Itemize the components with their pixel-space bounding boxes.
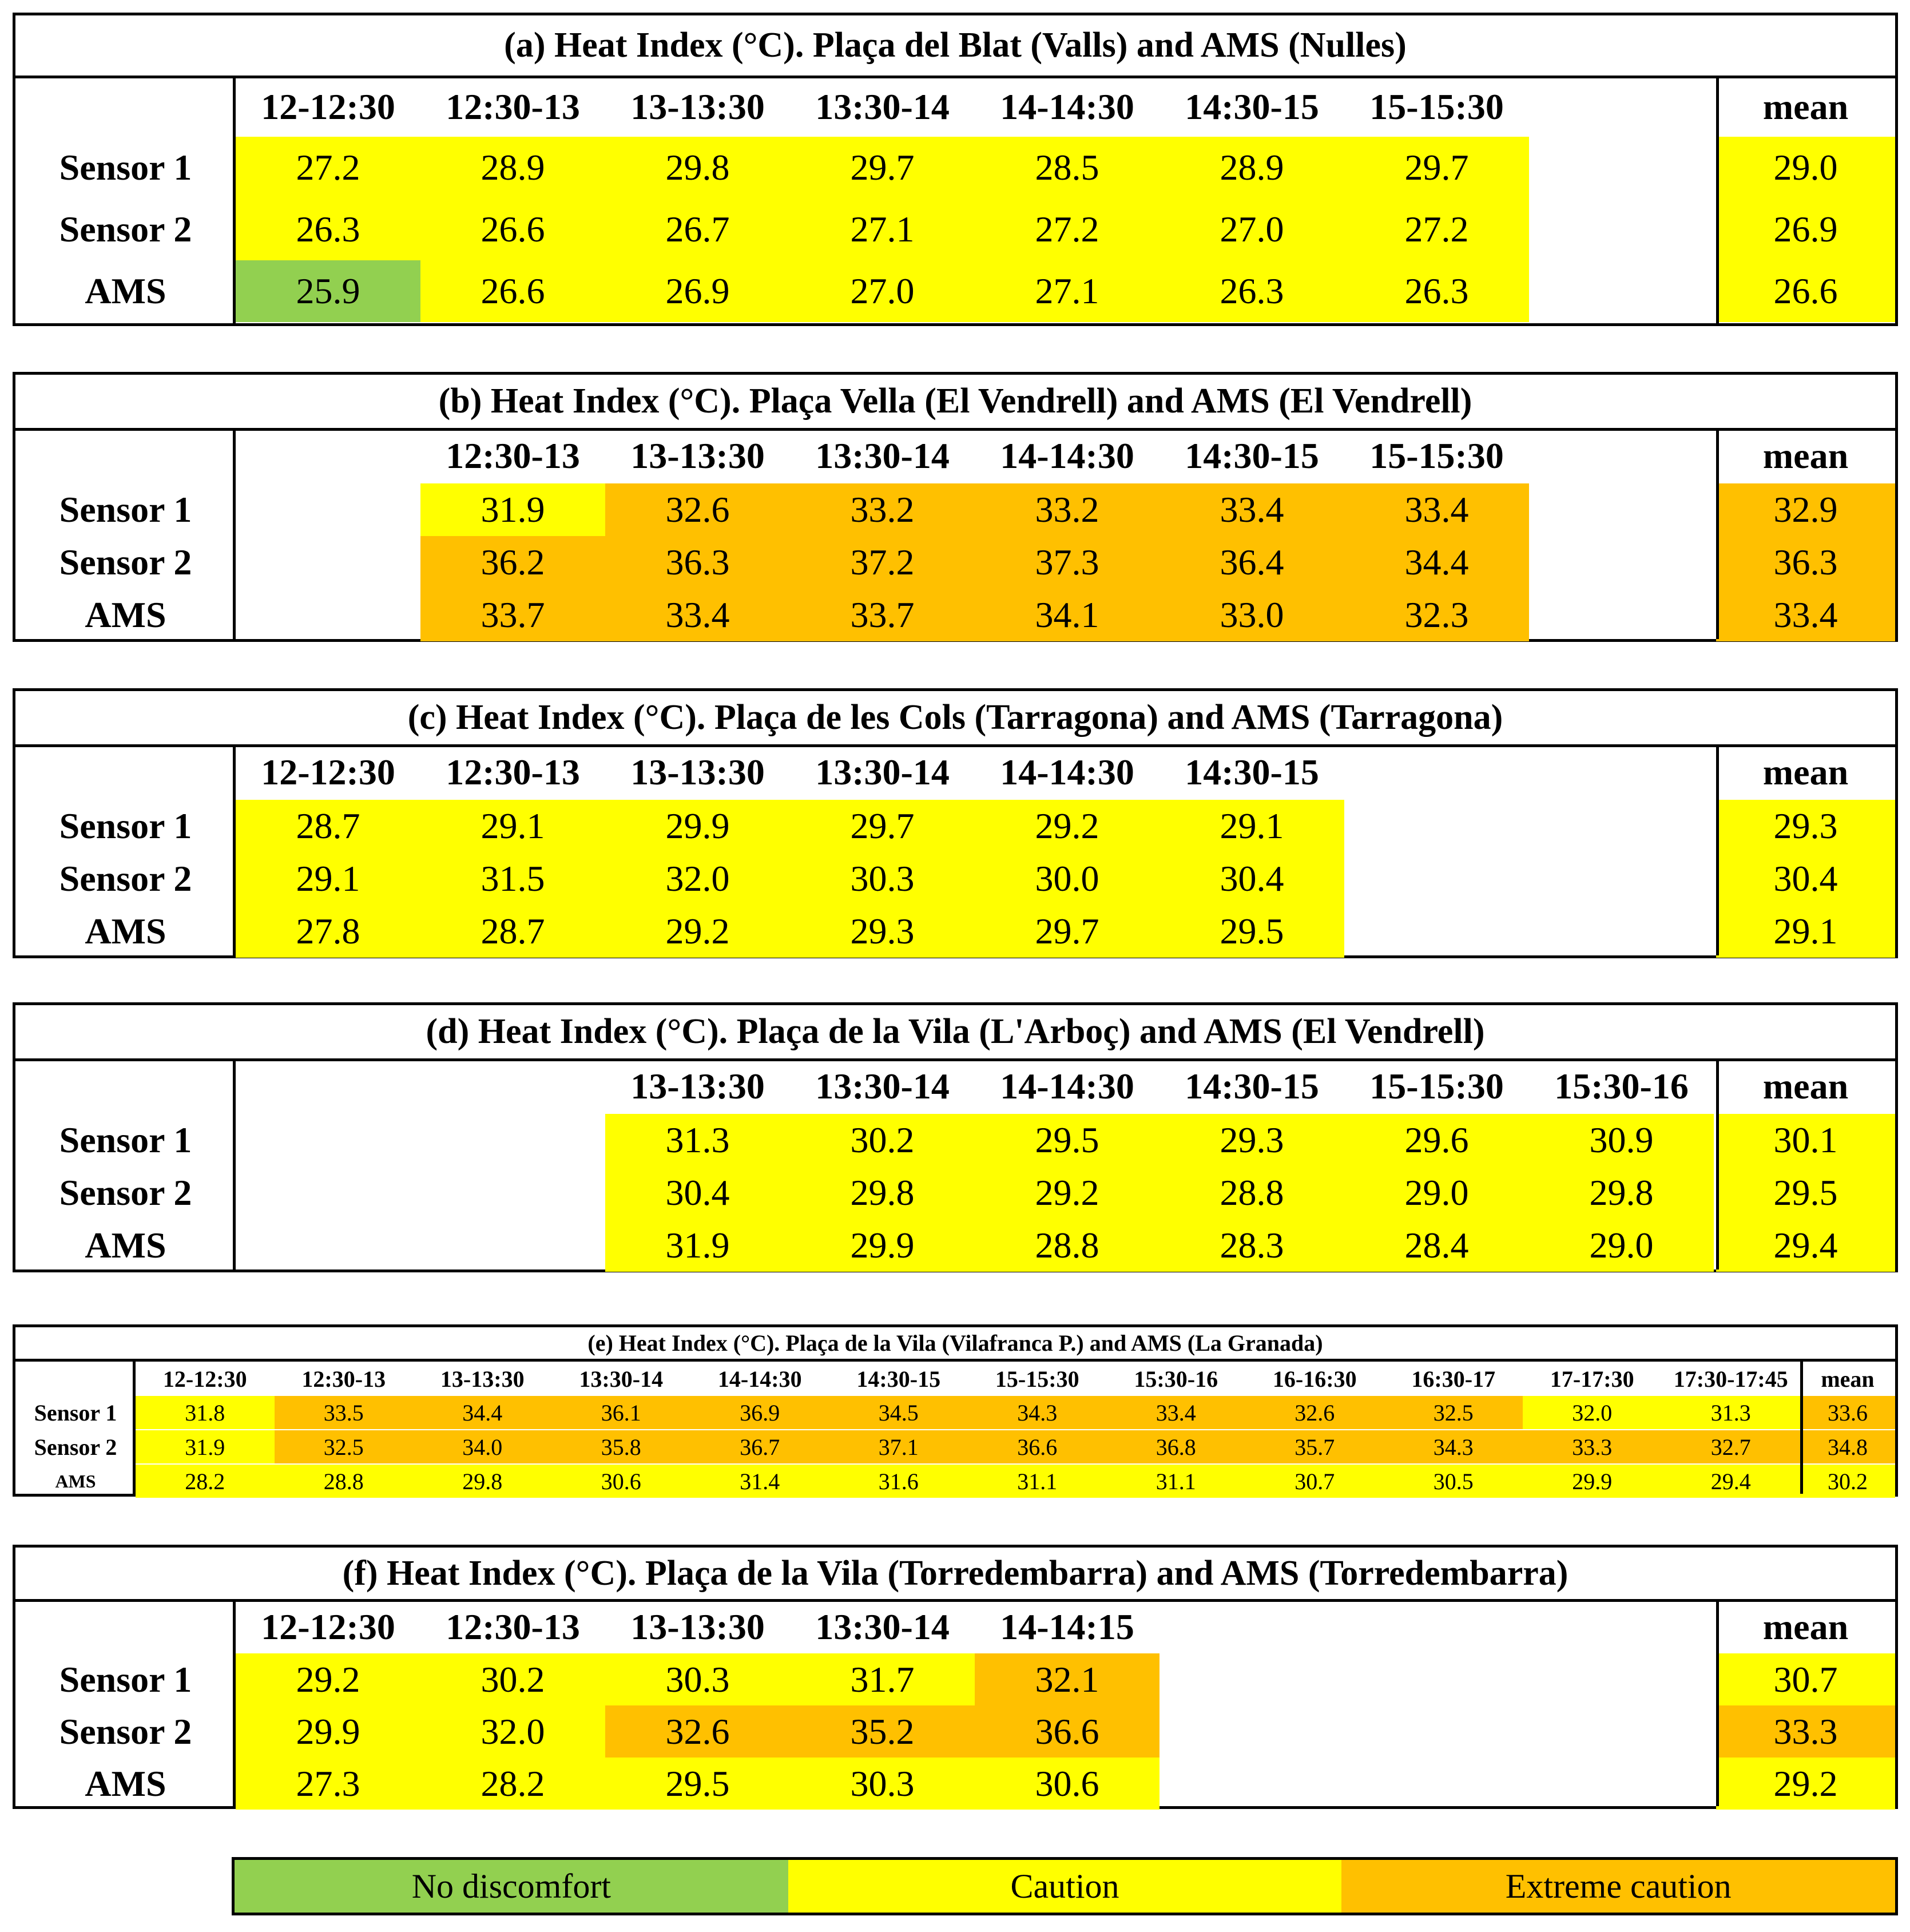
value-cell: 34.3 xyxy=(1384,1430,1523,1463)
value-cell: 27.2 xyxy=(236,137,420,199)
period-header: 12-12:30 xyxy=(261,1606,395,1647)
mean-cell: 34.8 xyxy=(1800,1430,1895,1463)
period-header: 15-15:30 xyxy=(1369,1066,1504,1106)
mean-cell: 29.1 xyxy=(1716,905,1895,958)
period-header: 12:30-13 xyxy=(446,1606,580,1647)
mean-cell: 33.6 xyxy=(1800,1396,1895,1429)
value-cell: 36.2 xyxy=(420,536,605,589)
value-cell: 33.2 xyxy=(975,483,1159,536)
mean-cell: 30.1 xyxy=(1716,1114,1895,1167)
panel-title: (a) Heat Index (°C). Plaça del Blat (Valls) and AMS (Nulles) xyxy=(15,15,1895,78)
mean-cell: 29.5 xyxy=(1716,1167,1895,1219)
value-cell: 30.3 xyxy=(605,1653,790,1705)
value-cell: 34.4 xyxy=(1344,536,1529,589)
row-label: Sensor 1 xyxy=(59,147,192,188)
value-cell: 26.3 xyxy=(1344,260,1529,322)
period-header: 13:30-14 xyxy=(815,1606,950,1647)
panel-title: (e) Heat Index (°C). Plaça de la Vila (Vilafranca P.) and AMS (La Granada) xyxy=(15,1327,1895,1362)
period-header: 14-14:30 xyxy=(717,1366,802,1392)
row-label: Sensor 2 xyxy=(59,858,192,899)
panel-title: (d) Heat Index (°C). Plaça de la Vila (L'Arboç) and AMS (El Vendrell) xyxy=(15,1005,1895,1061)
row-label: AMS xyxy=(55,1470,96,1491)
value-cell: 36.6 xyxy=(975,1705,1159,1758)
value-cell: 28.7 xyxy=(236,800,420,852)
value-cell: 37.3 xyxy=(975,536,1159,589)
value-cell: 30.5 xyxy=(1384,1465,1523,1498)
value-cell: 29.9 xyxy=(790,1219,975,1272)
panel-title: (b) Heat Index (°C). Plaça Vella (El Vendrell) and AMS (El Vendrell) xyxy=(15,375,1895,431)
value-cell: 32.1 xyxy=(975,1653,1159,1705)
value-cell: 26.9 xyxy=(605,260,790,322)
value-cell: 31.3 xyxy=(605,1114,790,1167)
value-cell: 26.3 xyxy=(236,199,420,260)
period-header: 15-15:30 xyxy=(995,1366,1079,1392)
value-cell: 29.7 xyxy=(790,137,975,199)
row-label: AMS xyxy=(85,271,166,311)
mean-cell: 26.6 xyxy=(1716,260,1895,322)
value-cell: 36.8 xyxy=(1107,1430,1246,1463)
value-cell: 29.4 xyxy=(1662,1465,1801,1498)
mean-cell: 30.2 xyxy=(1800,1465,1895,1498)
period-header: 12:30-13 xyxy=(446,86,580,127)
value-cell: 28.2 xyxy=(420,1758,605,1810)
row-label: Sensor 2 xyxy=(59,1172,192,1213)
value-cell: 31.1 xyxy=(1107,1465,1246,1498)
period-header: 15:30-16 xyxy=(1554,1066,1689,1106)
value-cell: 28.9 xyxy=(1159,137,1344,199)
value-cell: 34.5 xyxy=(829,1396,968,1429)
value-cell: 28.2 xyxy=(136,1465,275,1498)
value-cell: 31.6 xyxy=(829,1465,968,1498)
period-header: 14:30-15 xyxy=(1185,752,1319,792)
value-cell: 29.6 xyxy=(1344,1114,1529,1167)
mean-header: mean xyxy=(1821,1366,1875,1392)
value-cell: 30.2 xyxy=(420,1653,605,1705)
legend-extreme-caution: Extreme caution xyxy=(1341,1860,1895,1913)
value-cell: 29.7 xyxy=(975,905,1159,958)
row-label: Sensor 2 xyxy=(59,542,192,582)
mean-cell: 29.3 xyxy=(1716,800,1895,852)
value-cell: 33.7 xyxy=(790,589,975,641)
value-cell: 29.5 xyxy=(605,1758,790,1810)
value-cell: 26.3 xyxy=(1159,260,1344,322)
value-cell: 28.8 xyxy=(975,1219,1159,1272)
value-cell: 29.8 xyxy=(790,1167,975,1219)
value-cell: 32.0 xyxy=(1523,1396,1662,1429)
mean-cell: 30.7 xyxy=(1716,1653,1895,1705)
value-cell: 29.7 xyxy=(1344,137,1529,199)
value-cell: 27.0 xyxy=(1159,199,1344,260)
value-cell: 33.4 xyxy=(1107,1396,1246,1429)
period-header: 13:30-14 xyxy=(579,1366,664,1392)
legend xyxy=(232,1857,1898,1915)
period-header: 15:30-16 xyxy=(1134,1366,1218,1392)
value-cell: 29.3 xyxy=(790,905,975,958)
period-header: 13-13:30 xyxy=(630,435,765,476)
panel-title: (c) Heat Index (°C). Plaça de les Cols (Tarragona) and AMS (Tarragona) xyxy=(15,691,1895,747)
value-cell: 26.6 xyxy=(420,260,605,322)
value-cell: 32.6 xyxy=(1245,1396,1384,1429)
value-cell: 28.9 xyxy=(420,137,605,199)
mean-header: mean xyxy=(1762,1066,1849,1106)
panel-title: (f) Heat Index (°C). Plaça de la Vila (Torredembarra) and AMS (Torredembarra) xyxy=(15,1548,1895,1602)
row-label: Sensor 1 xyxy=(59,489,192,530)
row-label: AMS xyxy=(85,594,166,635)
period-header: 14:30-15 xyxy=(1185,435,1319,476)
value-cell: 33.0 xyxy=(1159,589,1344,641)
value-cell: 32.0 xyxy=(605,852,790,905)
value-cell: 36.7 xyxy=(690,1430,829,1463)
period-header: 12:30-13 xyxy=(446,435,580,476)
value-cell: 29.2 xyxy=(605,905,790,958)
period-header: 15-15:30 xyxy=(1369,435,1504,476)
value-cell: 35.2 xyxy=(790,1705,975,1758)
value-cell: 30.3 xyxy=(790,1758,975,1810)
row-label: Sensor 2 xyxy=(59,209,192,249)
value-cell: 30.7 xyxy=(1245,1465,1384,1498)
mean-cell: 36.3 xyxy=(1716,536,1895,589)
value-cell: 36.1 xyxy=(552,1396,691,1429)
period-header: 12-12:30 xyxy=(162,1366,247,1392)
period-header: 13-13:30 xyxy=(630,1066,765,1106)
mean-header: mean xyxy=(1762,1606,1849,1647)
row-label: Sensor 1 xyxy=(34,1399,117,1426)
value-cell: 33.7 xyxy=(420,589,605,641)
period-header: 14:30-15 xyxy=(856,1366,941,1392)
value-cell: 29.9 xyxy=(1523,1465,1662,1498)
value-cell: 29.9 xyxy=(605,800,790,852)
row-label: Sensor 1 xyxy=(59,1120,192,1160)
period-header: 13-13:30 xyxy=(630,86,765,127)
value-cell: 30.4 xyxy=(605,1167,790,1219)
value-cell: 25.9 xyxy=(236,260,420,322)
period-header: 13:30-14 xyxy=(815,435,950,476)
value-cell: 30.9 xyxy=(1529,1114,1714,1167)
row-label: Sensor 2 xyxy=(34,1434,117,1460)
value-cell: 36.4 xyxy=(1159,536,1344,589)
value-cell: 32.6 xyxy=(605,483,790,536)
period-header: 13-13:30 xyxy=(440,1366,525,1392)
period-header: 12:30-13 xyxy=(446,752,580,792)
period-header: 14-14:30 xyxy=(1000,86,1134,127)
panel-e xyxy=(13,1324,1898,1497)
value-cell: 34.0 xyxy=(413,1430,552,1463)
legend-no-discomfort: No discomfort xyxy=(235,1860,788,1913)
value-cell: 28.7 xyxy=(420,905,605,958)
value-cell: 29.8 xyxy=(413,1465,552,1498)
period-header: 16-16:30 xyxy=(1272,1366,1357,1392)
value-cell: 29.1 xyxy=(420,800,605,852)
value-cell: 29.0 xyxy=(1529,1219,1714,1272)
value-cell: 27.1 xyxy=(975,260,1159,322)
value-cell: 29.0 xyxy=(1344,1167,1529,1219)
value-cell: 30.6 xyxy=(975,1758,1159,1810)
value-cell: 30.2 xyxy=(790,1114,975,1167)
mean-cell: 33.4 xyxy=(1716,589,1895,641)
row-label: AMS xyxy=(85,1225,166,1265)
mean-cell: 29.0 xyxy=(1716,137,1895,199)
value-cell: 33.2 xyxy=(790,483,975,536)
period-header: 12-12:30 xyxy=(261,752,395,792)
value-cell: 31.8 xyxy=(136,1396,275,1429)
value-cell: 35.7 xyxy=(1245,1430,1384,1463)
value-cell: 32.6 xyxy=(605,1705,790,1758)
value-cell: 32.7 xyxy=(1662,1430,1801,1463)
value-cell: 31.9 xyxy=(420,483,605,536)
period-header: 13:30-14 xyxy=(815,1066,950,1106)
value-cell: 31.7 xyxy=(790,1653,975,1705)
value-cell: 32.3 xyxy=(1344,589,1529,641)
value-cell: 28.3 xyxy=(1159,1219,1344,1272)
period-header: 12-12:30 xyxy=(261,86,395,127)
value-cell: 32.5 xyxy=(1384,1396,1523,1429)
mean-header: mean xyxy=(1762,86,1849,127)
value-cell: 27.3 xyxy=(236,1758,420,1810)
value-cell: 30.4 xyxy=(1159,852,1344,905)
mean-header: mean xyxy=(1762,435,1849,476)
value-cell: 29.5 xyxy=(1159,905,1344,958)
value-cell: 31.9 xyxy=(605,1219,790,1272)
panel-c xyxy=(13,688,1898,958)
legend-caution: Caution xyxy=(788,1860,1342,1913)
value-cell: 30.0 xyxy=(975,852,1159,905)
period-header: 12:30-13 xyxy=(301,1366,386,1392)
row-label: Sensor 1 xyxy=(59,806,192,846)
value-cell: 28.4 xyxy=(1344,1219,1529,1272)
period-header: 13:30-14 xyxy=(815,752,950,792)
value-cell: 32.5 xyxy=(275,1430,414,1463)
value-cell: 27.0 xyxy=(790,260,975,322)
value-cell: 30.6 xyxy=(552,1465,691,1498)
value-cell: 28.8 xyxy=(275,1465,414,1498)
row-label: AMS xyxy=(85,1763,166,1804)
value-cell: 28.5 xyxy=(975,137,1159,199)
value-cell: 29.2 xyxy=(236,1653,420,1705)
value-cell: 29.9 xyxy=(236,1705,420,1758)
value-cell: 29.7 xyxy=(790,800,975,852)
panel-a xyxy=(13,13,1898,326)
value-cell: 34.4 xyxy=(413,1396,552,1429)
value-cell: 27.2 xyxy=(975,199,1159,260)
period-header: 13-13:30 xyxy=(630,1606,765,1647)
value-cell: 36.6 xyxy=(968,1430,1107,1463)
value-cell: 33.4 xyxy=(1159,483,1344,536)
value-cell: 29.8 xyxy=(1529,1167,1714,1219)
mean-cell: 32.9 xyxy=(1716,483,1895,536)
period-header: 17-17:30 xyxy=(1550,1366,1634,1392)
value-cell: 31.4 xyxy=(690,1465,829,1498)
mean-cell: 29.4 xyxy=(1716,1219,1895,1272)
value-cell: 28.8 xyxy=(1159,1167,1344,1219)
mean-cell: 29.2 xyxy=(1716,1758,1895,1810)
value-cell: 31.5 xyxy=(420,852,605,905)
value-cell: 27.2 xyxy=(1344,199,1529,260)
value-cell: 34.1 xyxy=(975,589,1159,641)
period-header: 14:30-15 xyxy=(1185,86,1319,127)
value-cell: 31.9 xyxy=(136,1430,275,1463)
value-cell: 33.4 xyxy=(605,589,790,641)
value-cell: 29.5 xyxy=(975,1114,1159,1167)
panel-b xyxy=(13,372,1898,642)
period-header: 15-15:30 xyxy=(1369,86,1504,127)
value-cell: 29.3 xyxy=(1159,1114,1344,1167)
mean-cell: 26.9 xyxy=(1716,199,1895,260)
panel-f xyxy=(13,1545,1898,1809)
panel-d xyxy=(13,1002,1898,1272)
value-cell: 30.3 xyxy=(790,852,975,905)
mean-header: mean xyxy=(1762,752,1849,792)
value-cell: 29.2 xyxy=(975,1167,1159,1219)
period-header: 14:30-15 xyxy=(1185,1066,1319,1106)
value-cell: 35.8 xyxy=(552,1430,691,1463)
value-cell: 31.1 xyxy=(968,1465,1107,1498)
period-header: 13:30-14 xyxy=(815,86,950,127)
value-cell: 34.3 xyxy=(968,1396,1107,1429)
value-cell: 37.1 xyxy=(829,1430,968,1463)
value-cell: 32.0 xyxy=(420,1705,605,1758)
value-cell: 29.1 xyxy=(236,852,420,905)
value-cell: 27.1 xyxy=(790,199,975,260)
value-cell: 33.5 xyxy=(275,1396,414,1429)
value-cell: 33.3 xyxy=(1523,1430,1662,1463)
value-cell: 29.8 xyxy=(605,137,790,199)
mean-cell: 33.3 xyxy=(1716,1705,1895,1758)
mean-cell: 30.4 xyxy=(1716,852,1895,905)
period-header: 13-13:30 xyxy=(630,752,765,792)
value-cell: 36.3 xyxy=(605,536,790,589)
value-cell: 26.7 xyxy=(605,199,790,260)
row-label: AMS xyxy=(85,911,166,951)
value-cell: 26.6 xyxy=(420,199,605,260)
period-header: 17:30-17:45 xyxy=(1673,1366,1788,1392)
value-cell: 36.9 xyxy=(690,1396,829,1429)
value-cell: 37.2 xyxy=(790,536,975,589)
value-cell: 29.2 xyxy=(975,800,1159,852)
period-header: 14-14:30 xyxy=(1000,1066,1134,1106)
period-header: 16:30-17 xyxy=(1411,1366,1496,1392)
row-label: Sensor 1 xyxy=(59,1659,192,1700)
value-cell: 31.3 xyxy=(1662,1396,1801,1429)
value-cell: 33.4 xyxy=(1344,483,1529,536)
row-label: Sensor 2 xyxy=(59,1711,192,1752)
value-cell: 27.8 xyxy=(236,905,420,958)
period-header: 14-14:30 xyxy=(1000,752,1134,792)
value-cell: 29.1 xyxy=(1159,800,1344,852)
period-header: 14-14:15 xyxy=(1000,1606,1134,1647)
period-header: 14-14:30 xyxy=(1000,435,1134,476)
